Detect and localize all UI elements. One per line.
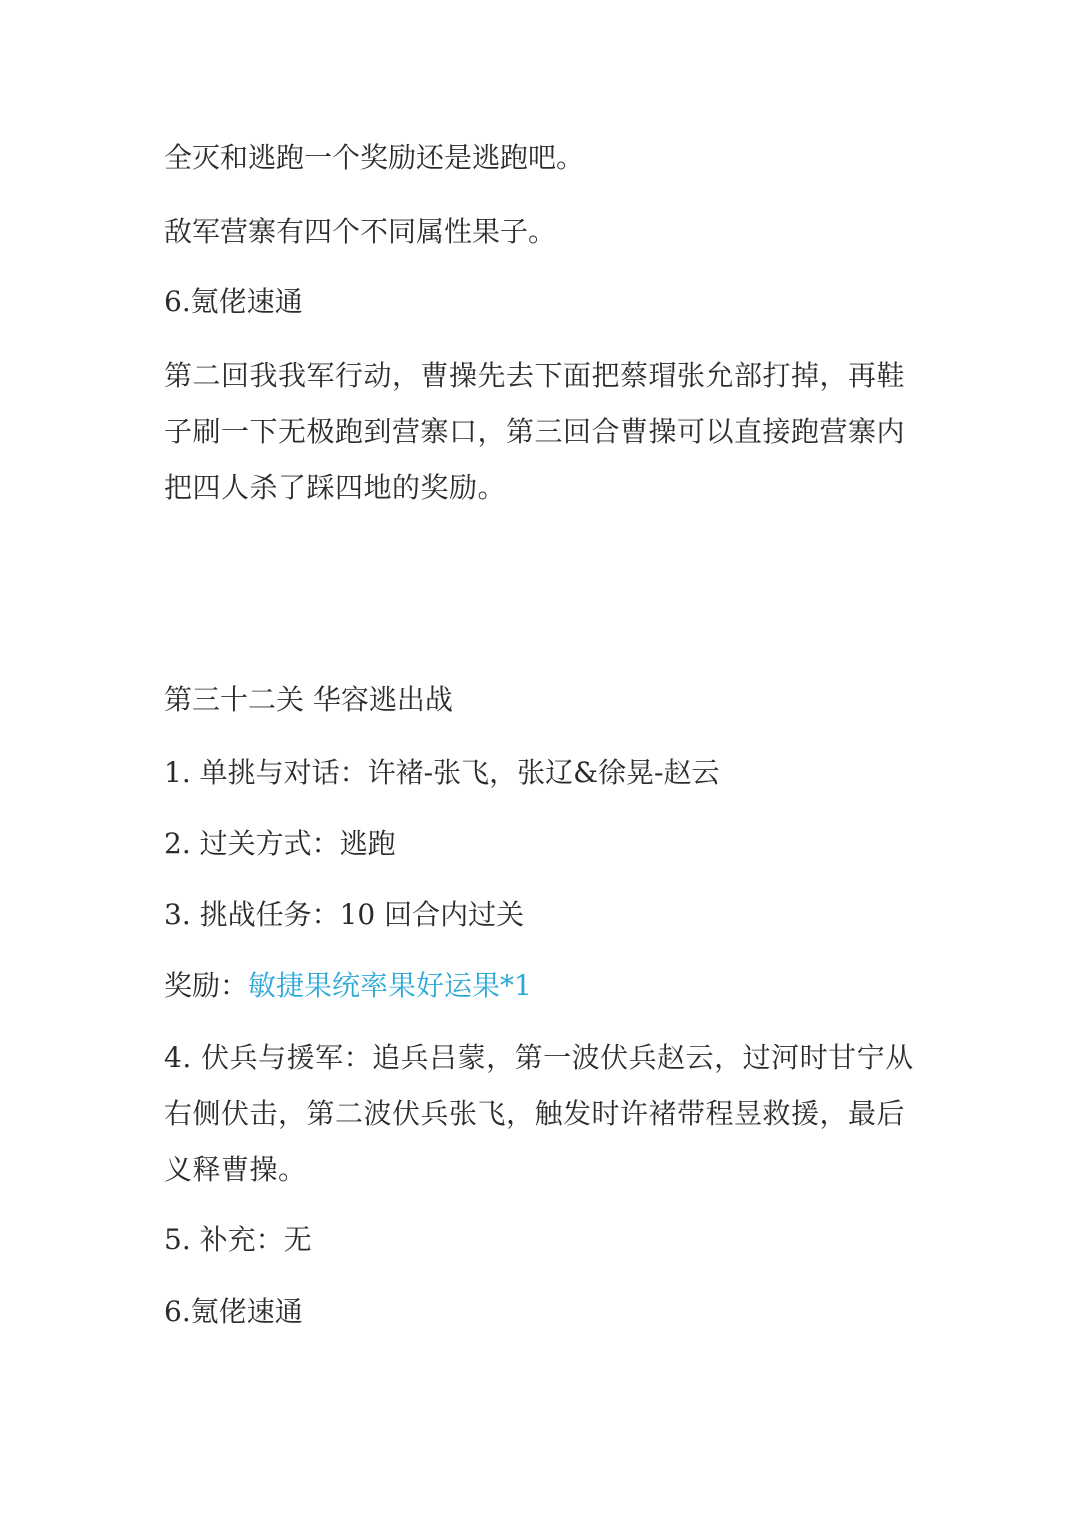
reward-value: 敏捷果统率果好运果*1 xyxy=(248,969,532,1002)
speedrun-heading-2: 6.氪佬速通 xyxy=(164,1295,303,1328)
text-line-2: 敌军营寨有四个不同属性果子。 xyxy=(164,215,557,248)
item-challenge-task: 3. 挑战任务：10 回合内过关 xyxy=(164,898,525,931)
item-ambush-reinforcements: 4. 伏兵与援军：追兵吕蒙，第一波伏兵赵云，过河时甘宁从右侧伏击，第二波伏兵张飞，触发时许褚带程昱救援，最后义释曹操。 xyxy=(164,1041,914,1186)
reward-label: 奖励： xyxy=(164,969,249,1002)
text-line-1: 全灭和逃跑一个奖励还是逃跑吧。 xyxy=(164,141,585,174)
level-title: 第三十二关 华容逃出战 xyxy=(164,683,453,716)
speedrun-heading: 6.氪佬速通 xyxy=(164,285,303,318)
item-clear-method: 2. 过关方式：逃跑 xyxy=(164,827,396,860)
item-supplement: 5. 补充：无 xyxy=(164,1223,312,1256)
item-duel-dialogue: 1. 单挑与对话：许褚-张飞，张辽&徐晃-赵云 xyxy=(164,756,720,789)
speedrun-paragraph: 第二回我我军行动，曹操先去下面把蔡瑁张允部打掉，再鞋子刷一下无极跑到营寨口，第三回合曹操可以直接跑营寨内把四人杀了踩四地的奖励。 xyxy=(164,359,906,504)
reward-line xyxy=(164,968,934,1004)
